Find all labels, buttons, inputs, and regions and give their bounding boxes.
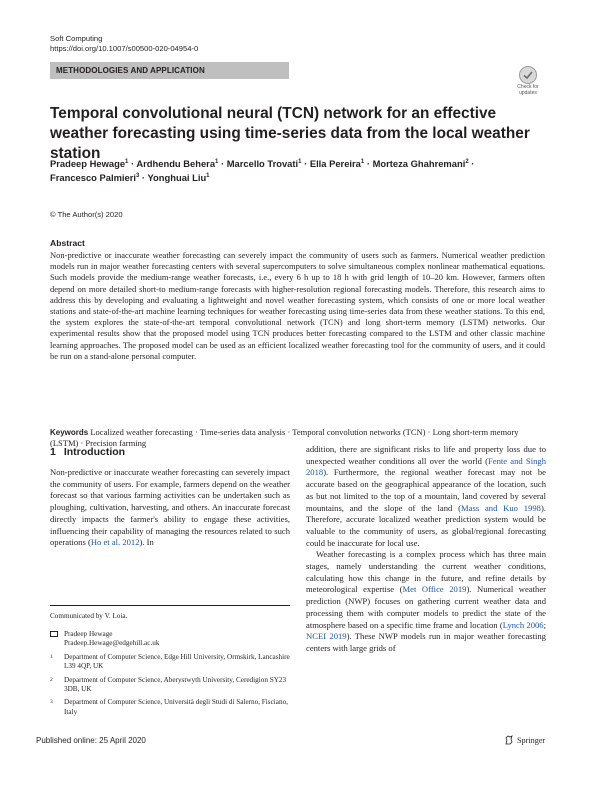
- springer-horse-icon: [504, 735, 514, 745]
- publisher-logo: [504, 735, 545, 745]
- footnote-divider: [50, 605, 290, 606]
- citation-link[interactable]: Fente and Singh 2018: [306, 455, 546, 478]
- affiliation-mark: 1: [206, 173, 210, 180]
- doi-link[interactable]: https://doi.org/10.1007/s00500-020-04954-0: [50, 44, 199, 53]
- check-for-updates-icon: [519, 66, 537, 84]
- affiliation-mark: 3: [50, 699, 53, 706]
- affiliation-text: Department of Computer Science, Edge Hill University, Ormskirk, Lancashire L39 4QP, UK: [64, 652, 290, 671]
- section-number: 1: [50, 446, 56, 458]
- text-run: Weather forecasting is a complex process which has three main stages, namely understanding the current weather conditions, calculating how this change in the future, and refine details by meteorological expertise (: [306, 549, 546, 595]
- citation-link[interactable]: Met Office 2019: [402, 584, 467, 595]
- section-band: METHODOLOGIES AND APPLICATION: [50, 62, 289, 79]
- abstract-text: Non-predictive or inaccurate weather forecasting can severely impact the community of users such as farmers. Numerical weather prediction models run in major weather forecasting centers with several supercomputers to solve simultaneous complex nonlinear mathematical equations. Such models provide the medium-range weather forecasts, i.e., every 6 h up to 18 h with grid length of 10–20 km. However, farmers often depend on more detailed short-to medium-range forecasts with higher-resolution regional forecasting models. Therefore, this research aims to address this by developing and evaluating a lightweight and novel weather forecasting system, which consists of one or more local weather stations and state-of-the-art machine learning techniques for weather forecasting using time-series data from these weather stations. To this end, the system explores the state-of-the-art temporal convolutional network (TCN) and long short-term memory (LSTM) networks. Our experimental results show that the proposed model using TCN produces better forecasting compared to the LSTM and other classic machine learning approaches. The proposed model can be used as an efficient localized weather forecasting tool for the community of users, and it could be run on a stand-alone personal computer.: [50, 250, 545, 361]
- affiliation-mark: 1: [125, 159, 129, 165]
- corresponding-email[interactable]: Pradeep.Hewage@edgehill.ac.uk: [64, 639, 160, 648]
- author[interactable]: Morteza Ghahremani: [372, 158, 466, 170]
- badge-label: Check for updates: [517, 84, 539, 96]
- citation-link[interactable]: Lynch 2006: [502, 619, 544, 630]
- keywords-label: Keywords: [50, 428, 89, 437]
- text-run: ;: [543, 619, 546, 630]
- author[interactable]: Marcello Trovati: [226, 158, 299, 170]
- section-title: Introduction: [63, 446, 126, 458]
- citation-link[interactable]: NCEI 2019: [306, 631, 347, 642]
- text-run: ). These NWP models run in major weather forecasting centers with large grids of: [306, 631, 546, 653]
- text-run: ). Furthermore, the regional weather forecast may not be accurate based on the geographical appearance of the location, such as but not limited to the top of a mountain, land covered by several mountains, and the slope of the land (: [306, 467, 546, 513]
- footnotes: [50, 630, 290, 721]
- author[interactable]: Pradeep Hewage: [50, 158, 126, 170]
- envelope-icon: [50, 631, 58, 637]
- corresponding-author: [50, 630, 290, 649]
- affiliation-mark: 1: [298, 159, 302, 165]
- affiliation-mark: 2: [465, 159, 469, 165]
- citation-link[interactable]: Mass and Kuo 1998: [461, 502, 541, 513]
- author-line-1: Pradeep Hewage$^1$ · Ardhendu Behera$^1$ · Marcello Trovati$^1$ · Ella Pereira$^1$ · Morteza Ghahremani$^2$ ·: [50, 158, 475, 170]
- citation-link[interactable]: Ho et al. 2012: [90, 537, 140, 548]
- affiliation: [50, 653, 290, 672]
- text-run: addition, there are significant risks to life and property loss due to unexpected weather conditions all over the world (: [306, 444, 546, 466]
- paragraph: [306, 549, 546, 654]
- affiliation-mark: 1: [360, 159, 365, 165]
- paragraph: [306, 444, 546, 549]
- text-run: ). In: [139, 537, 154, 548]
- paragraph: [50, 467, 290, 549]
- affiliation: [50, 698, 290, 717]
- affiliation-text: Department of Computer Science, Aberystwyth University, Ceredigion SY23 3DB, UK: [64, 675, 287, 694]
- affiliation-text: Department of Computer Science, Università degli Studi di Salerno, Fisciano, Italy: [64, 698, 288, 716]
- author-list: [50, 156, 550, 184]
- affiliation-mark: 3: [135, 173, 140, 180]
- paper-title: Temporal convolutional neural (TCN) network for an effective weather forecasting using time-series data from the local weather station: [50, 105, 530, 162]
- author-line-2: Francesco Palmieri$^3$ · Yonghuai Liu$^1$: [50, 172, 210, 184]
- body-column-right: [306, 444, 546, 655]
- communicated-by: Communicated by V. Loia.: [50, 612, 128, 620]
- corresponding-name: Pradeep Hewage: [64, 630, 113, 638]
- publisher-name: Springer: [517, 735, 546, 745]
- text-run: ). Therefore, accurate localized weather prediction system would be valuable to the community of users, as global/regional forecasting could be inaccurate for local use.: [306, 502, 546, 548]
- affiliation-mark: 2: [50, 676, 53, 683]
- check-for-updates-badge[interactable]: [512, 66, 544, 98]
- author[interactable]: Yonghuai Liu: [147, 172, 207, 184]
- author[interactable]: Francesco Palmieri: [50, 172, 136, 184]
- affiliation: [50, 676, 290, 695]
- affiliation-mark: 1: [50, 653, 53, 660]
- author[interactable]: Ella Pereira: [309, 158, 361, 170]
- text-run: Non-predictive or inaccurate weather forecasting can severely impact the community of users. For example, farmers depend on the weather forecast so that various farming activities can be undertaken such as ploughing, cultivation, harvesting, and others. An inaccurate forecast directly impacts the farmer's ability to engage these activities, influencing their capability of managing the resources related to such operations (: [50, 467, 290, 548]
- keywords-text: Localized weather forecasting · Time-series data analysis · Temporal convolution networks (TCN) · Long short-term memory (LSTM) · Precision farming: [50, 427, 519, 449]
- text-run: ). Numerical weather prediction (NWP) focuses on gathering current weather data and processing them with computer models to predict the state of the atmosphere based on a specific time frame and location (: [306, 584, 546, 630]
- journal-name: Soft Computing: [50, 34, 103, 43]
- author[interactable]: Ardhendu Behera: [136, 158, 216, 170]
- copyright-notice: © The Author(s) 2020: [50, 210, 123, 219]
- body-column-left: [50, 467, 290, 549]
- affiliation-mark: 1: [215, 159, 219, 165]
- abstract-heading: Abstract: [50, 238, 85, 248]
- published-date: Published online: 25 April 2020: [36, 736, 146, 745]
- section-heading-introduction: [50, 446, 125, 458]
